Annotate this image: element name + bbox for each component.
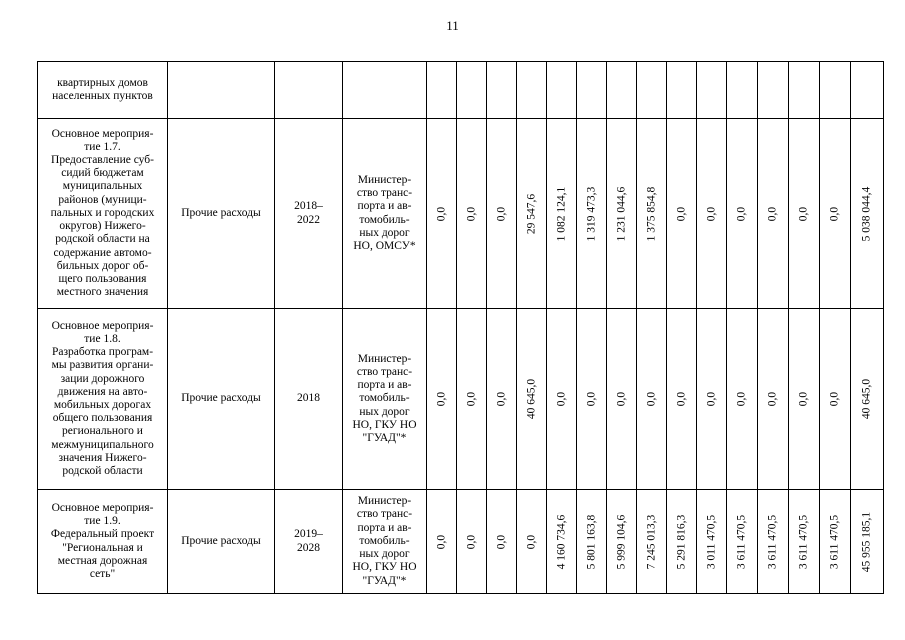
- measure-name-cell-line: сеть": [89, 567, 116, 580]
- value-text: 0,0: [766, 391, 779, 407]
- measure-name-cell-line: мы развития органи-: [51, 359, 154, 372]
- value-text: 1 375 854,8: [644, 186, 657, 241]
- value-text: 40 645,0: [524, 378, 537, 420]
- years-cell: [275, 119, 343, 309]
- measure-name-cell-line: Основное мероприя-: [51, 319, 154, 332]
- executor-cell-line: ных дорог: [359, 548, 410, 561]
- value-text: 0,0: [797, 391, 810, 407]
- measure-name-cell-line: Разработка програм-: [51, 346, 154, 359]
- years-cell-line: 2028: [297, 541, 320, 554]
- executor-cell-line: порта и ав-: [357, 379, 412, 392]
- value-cell: [727, 62, 758, 119]
- value-text: 4 160 734,6: [554, 514, 567, 569]
- value-text: 0,0: [797, 206, 810, 221]
- measure-name-cell-line: Основное мероприя-: [51, 501, 154, 514]
- value-text: 5 999 104,6: [614, 514, 627, 569]
- table-body: [38, 62, 884, 594]
- value-cell: [517, 309, 547, 490]
- value-text: 0,0: [434, 206, 447, 221]
- value-cell: [820, 490, 851, 594]
- measure-name-cell-line: родской области: [62, 465, 143, 478]
- value-cell: [758, 62, 789, 119]
- value-cell: [457, 62, 487, 119]
- value-text: 5 291 816,3: [674, 514, 687, 569]
- measure-name-cell: [38, 62, 168, 119]
- value-cell: [697, 62, 727, 119]
- value-cell: [697, 119, 727, 309]
- value-cell: [457, 119, 487, 309]
- value-text: 0,0: [464, 391, 477, 407]
- executor-cell-line: НО, ОМСУ*: [353, 239, 416, 252]
- value-text: 3 611 470,5: [766, 514, 779, 569]
- program-table: [37, 61, 884, 594]
- value-cell: [577, 62, 607, 119]
- executor-cell-line: порта и ав-: [357, 521, 412, 534]
- value-cell: [427, 62, 457, 119]
- value-cell: [727, 119, 758, 309]
- measure-name-cell-line: Основное мероприя-: [51, 127, 154, 140]
- executor-cell-line: томобиль-: [359, 534, 410, 547]
- value-text: 0,0: [464, 206, 477, 221]
- value-cell: [517, 119, 547, 309]
- value-cell: [637, 62, 667, 119]
- value-cell: [427, 309, 457, 490]
- value-cell: [427, 490, 457, 594]
- value-cell: [727, 309, 758, 490]
- executor-cell-line: "ГУАД"*: [362, 432, 407, 444]
- executor-cell-line: ство транс-: [356, 508, 413, 521]
- value-text: 0,0: [434, 534, 447, 549]
- value-cell: [697, 309, 727, 490]
- value-text: 1 082 124,1: [554, 186, 567, 241]
- value-text: 0,0: [464, 534, 477, 549]
- executor-cell-line: томобиль-: [359, 392, 410, 405]
- value-cell: [667, 490, 697, 594]
- value-cell: [789, 309, 820, 490]
- value-text: 0,0: [704, 206, 717, 221]
- value-text: 0,0: [494, 534, 507, 549]
- value-cell: [851, 309, 884, 490]
- measure-name-cell-line: родской области на: [55, 233, 150, 246]
- value-text: 3 611 470,5: [797, 514, 810, 569]
- executor-cell: [343, 119, 427, 309]
- value-cell: [547, 490, 577, 594]
- measure-name-cell-line: зации дорожного: [60, 372, 145, 385]
- measure-name-cell: [38, 490, 168, 594]
- value-cell: [789, 119, 820, 309]
- value-text: 40 645,0: [860, 378, 873, 420]
- value-cell: [487, 490, 517, 594]
- value-cell: [789, 62, 820, 119]
- value-cell: [577, 309, 607, 490]
- executor-cell-line: Министер-: [357, 173, 412, 186]
- value-text: 0,0: [494, 206, 507, 221]
- value-text: 0,0: [766, 206, 779, 221]
- value-cell: [637, 119, 667, 309]
- executor-cell-line: Министер-: [357, 352, 412, 365]
- value-text: 1 231 044,6: [614, 186, 627, 241]
- value-text: 0,0: [644, 391, 657, 407]
- measure-name-cell-line: сидий бюджетам: [61, 167, 144, 180]
- measure-name-cell-line: бильных дорог об-: [56, 259, 149, 272]
- years-cell-line: 2019–: [294, 528, 323, 541]
- executor-cell-line: ных дорог: [359, 226, 410, 239]
- executor-cell-line: "ГУАД"*: [362, 574, 407, 587]
- executor-cell-line: томобиль-: [359, 213, 410, 226]
- value-cell: [547, 309, 577, 490]
- value-text: 0,0: [614, 391, 627, 407]
- value-cell: [789, 490, 820, 594]
- measure-name-cell-line: движения на авто-: [57, 385, 148, 398]
- value-cell: [427, 119, 457, 309]
- value-cell: [517, 62, 547, 119]
- value-text: 0,0: [704, 391, 717, 407]
- value-cell: [547, 119, 577, 309]
- value-cell: [487, 119, 517, 309]
- executor-cell: [343, 62, 427, 119]
- years-cell: [275, 309, 343, 490]
- value-cell: [758, 490, 789, 594]
- measure-name-cell-line: квартирных домов: [57, 76, 148, 89]
- measure-name-cell-line: Федеральный проект: [50, 528, 155, 541]
- value-text: 0,0: [674, 391, 687, 407]
- value-cell: [697, 490, 727, 594]
- measure-name-cell-line: населенных пунктов: [52, 90, 153, 102]
- executor-cell-line: Министер-: [357, 495, 412, 508]
- years-cell-line: 2022: [297, 213, 320, 226]
- executor-cell: [343, 490, 427, 594]
- value-cell: [607, 309, 637, 490]
- measure-name-cell-line: тие 1.8.: [84, 332, 121, 345]
- executor-cell-line: НО, ГКУ НО: [352, 561, 417, 574]
- value-cell: [758, 119, 789, 309]
- years-cell-line: 2018–: [294, 200, 323, 213]
- value-cell: [820, 62, 851, 119]
- value-cell: [820, 119, 851, 309]
- executor-cell-line: НО, ГКУ НО: [352, 418, 417, 431]
- page-number: 11: [446, 18, 459, 33]
- expense-type-cell: Прочие расходы: [168, 490, 275, 594]
- value-cell: [607, 62, 637, 119]
- value-cell: [727, 490, 758, 594]
- value-cell: [517, 490, 547, 594]
- value-text: 5 038 044,4: [860, 186, 873, 241]
- measure-name-cell-line: местная дорожная: [57, 554, 148, 567]
- measure-name-cell-line: муниципальных: [62, 180, 143, 193]
- table-row: [38, 62, 884, 119]
- value-text: 0,0: [828, 391, 841, 407]
- measure-name-cell-line: общего пользования: [52, 412, 153, 425]
- value-text: 0,0: [554, 391, 567, 407]
- measure-name-cell-line: содержание автомо-: [53, 246, 152, 259]
- value-text: 3 611 470,5: [735, 514, 748, 569]
- years-cell-line: 2018: [297, 392, 320, 405]
- value-text: 3 611 470,5: [828, 514, 841, 569]
- value-cell: [667, 119, 697, 309]
- value-cell: [851, 490, 884, 594]
- value-text: 7 245 013,3: [644, 514, 657, 569]
- value-text: 29 547,6: [524, 193, 537, 234]
- value-cell: [487, 309, 517, 490]
- value-text: 5 801 163,8: [584, 514, 597, 569]
- value-text: 0,0: [434, 391, 447, 407]
- table-row: [38, 119, 884, 309]
- value-cell: [457, 309, 487, 490]
- measure-name-cell: [38, 309, 168, 490]
- measure-name-cell-line: межмуниципального: [51, 438, 154, 451]
- value-cell: [577, 490, 607, 594]
- measure-name-cell-line: пальных и городских: [50, 206, 155, 219]
- value-cell: [577, 119, 607, 309]
- value-text: 0,0: [735, 206, 748, 221]
- measure-name-cell-line: "Региональная и: [62, 541, 143, 554]
- value-cell: [637, 309, 667, 490]
- measure-name-cell-line: Предоставление суб-: [51, 154, 154, 167]
- value-cell: [820, 309, 851, 490]
- value-cell: [851, 62, 884, 119]
- measure-name-cell-line: значения Нижего-: [58, 451, 147, 464]
- value-cell: [758, 309, 789, 490]
- value-cell: [457, 490, 487, 594]
- expense-type-cell: Прочие расходы: [168, 119, 275, 309]
- value-text: 0,0: [674, 206, 687, 221]
- value-cell: [637, 490, 667, 594]
- table-row: [38, 490, 884, 594]
- measure-name-cell-line: щего пользования: [58, 272, 147, 285]
- measure-name-cell-line: округов) Нижего-: [59, 220, 146, 233]
- value-cell: [487, 62, 517, 119]
- executor-cell-line: ство транс-: [356, 365, 413, 378]
- executor-cell-line: порта и ав-: [357, 200, 412, 213]
- value-text: 0,0: [828, 206, 841, 221]
- executor-cell: [343, 309, 427, 490]
- measure-name-cell-line: тие 1.9.: [84, 515, 121, 528]
- measure-name-cell-line: районов (муници-: [58, 193, 147, 206]
- measure-name-cell-line: мобильных дорогах: [53, 399, 152, 411]
- value-cell: [667, 309, 697, 490]
- years-cell: [275, 62, 343, 119]
- measure-name-cell-line: регионального и: [62, 425, 143, 438]
- value-text: 45 955 185,1: [860, 511, 873, 572]
- value-text: 1 319 473,3: [584, 186, 597, 241]
- expense-type-cell: [168, 62, 275, 119]
- years-cell: [275, 490, 343, 594]
- value-cell: [607, 119, 637, 309]
- expense-type-cell: Прочие расходы: [168, 309, 275, 490]
- executor-cell-line: ных дорог: [359, 405, 410, 418]
- value-cell: [547, 62, 577, 119]
- measure-name-cell-line: местного значения: [56, 286, 149, 299]
- value-text: 0,0: [524, 534, 537, 549]
- value-text: 3 011 470,5: [704, 514, 717, 569]
- measure-name-cell-line: тие 1.7.: [84, 140, 121, 153]
- measure-name-cell: [38, 119, 168, 309]
- value-text: 0,0: [584, 391, 597, 407]
- value-cell: [667, 62, 697, 119]
- table-row: [38, 309, 884, 490]
- value-cell: [851, 119, 884, 309]
- executor-cell-line: ство транс-: [356, 187, 413, 200]
- value-text: 0,0: [735, 391, 748, 407]
- value-cell: [607, 490, 637, 594]
- value-text: 0,0: [494, 391, 507, 407]
